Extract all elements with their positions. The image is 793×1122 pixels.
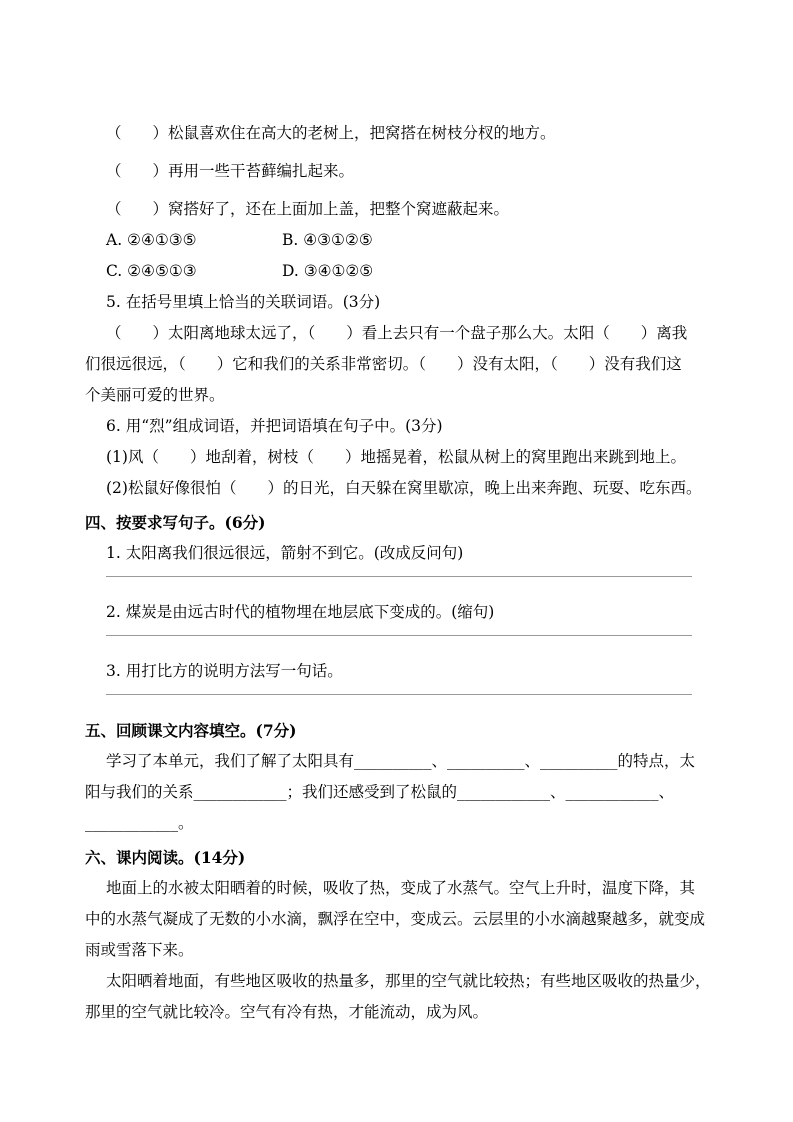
sort-item: （ ）窝搭好了，还在上面加上盖，把整个窝遮蔽起来。 (106, 200, 510, 218)
section6-paragraph1-line: 雨或雪落下来。 (85, 941, 194, 959)
choice-b: B. ④③①②⑤ (282, 231, 373, 249)
section5-fill-line: ____________。 (85, 814, 194, 832)
section6-paragraph2-line: 那里的空气就比较冷。空气有冷有热，才能流动，成为风。 (85, 1003, 489, 1021)
sort-item: （ ）松鼠喜欢住在高大的老树上，把窝搭在树枝分杈的地方。 (106, 124, 556, 142)
answer-blank-line (106, 569, 692, 577)
question6-line: (2)松鼠好像很怕（ ）的日光，白天躲在窝里歇凉，晚上出来奔跑、玩耍、吃东西。 (106, 479, 702, 497)
sort-item: （ ）再用一些干苔藓编扎起来。 (106, 162, 355, 180)
section5-title: 五、回顾课文内容填空。(7分) (85, 721, 297, 740)
choice-c: C. ②④⑤①③ (106, 262, 197, 280)
section4-title: 四、按要求写句子。(6分) (85, 513, 266, 532)
section4-question-2: 2. 煤炭是由远古时代的植物埋在地层底下变成的。(缩句) (106, 603, 495, 621)
question5-line: 们很远很远，（ ）它和我们的关系非常密切。（ ）没有太阳，（ ）没有我们这 (85, 355, 682, 373)
choice-a: A. ②④①③⑤ (106, 231, 197, 249)
question6-line: (1)风（ ）地刮着，树枝（ ）地摇晃着，松鼠从树上的窝里跑出来跳到地上。 (106, 448, 686, 466)
section6-title: 六、课内阅读。(14分) (85, 848, 246, 867)
section4-question-3: 3. 用打比方的说明方法写一句话。 (106, 662, 343, 680)
section4-question-1: 1. 太阳离我们很远很远，箭射不到它。(改成反问句) (106, 544, 464, 562)
question5-title: 5. 在括号里填上恰当的关联词语。(3分) (106, 293, 381, 311)
section6-paragraph2-line: 太阳晒着地面，有些地区吸收的热量多，那里的空气就比较热；有些地区吸收的热量少， (106, 972, 711, 990)
question5-line: 个美丽可爱的世界。 (85, 386, 225, 404)
section5-fill-line: 阳与我们的关系____________；我们还感受到了松鼠的____________、____________、 (85, 783, 675, 801)
answer-blank-line (106, 687, 692, 695)
choice-row (85, 225, 708, 256)
question6-title: 6. 用“烈”组成词语，并把词语填在句子中。(3分) (106, 417, 443, 435)
section6-paragraph1-line: 地面上的水被太阳晒着的时候，吸收了热，变成了水蒸气。空气上升时，温度下降，其 (106, 879, 696, 897)
section6-paragraph1-line: 中的水蒸气凝成了无数的小水滴，飘浮在空中，变成云。云层里的小水滴越聚越多，就变成 (85, 910, 706, 928)
question5-line: （ ）太阳离地球太远了，（ ）看上去只有一个盘子那么大。太阳（ ）离我 (106, 324, 688, 342)
choice-d: D. ③④①②⑤ (282, 262, 374, 280)
answer-blank-line (106, 628, 692, 636)
section5-fill-line: 学习了本单元，我们了解了太阳具有__________、__________、__________的特点，太 (106, 752, 696, 770)
choice-row (85, 256, 708, 287)
